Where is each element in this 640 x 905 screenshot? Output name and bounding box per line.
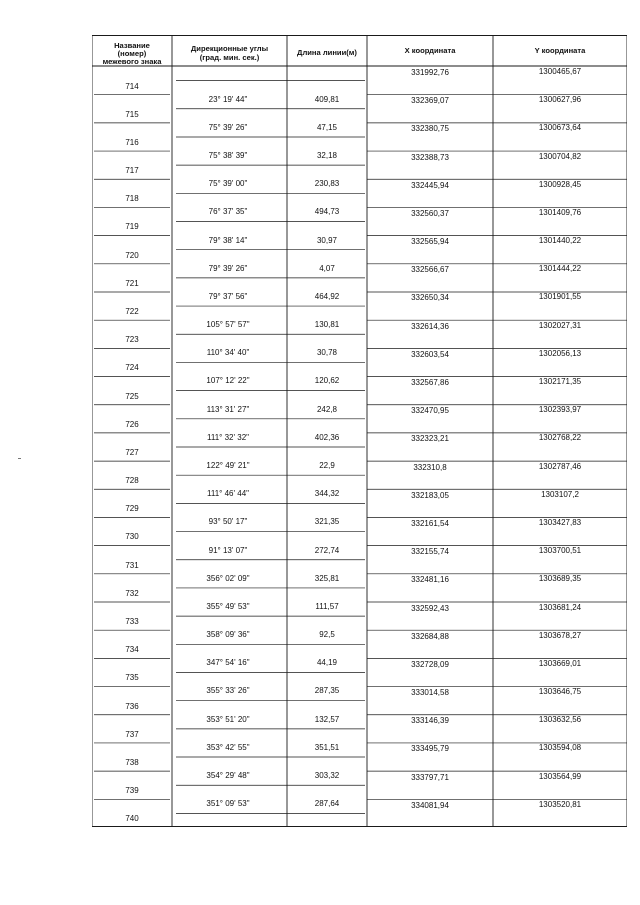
y-coordinate: 1301440,22 <box>538 236 582 246</box>
y-coordinate: 1301901,55 <box>538 292 582 302</box>
line-length: 230,83 <box>314 179 340 189</box>
direction-angle: 355° 49' 53" <box>206 601 250 611</box>
point-name: 715 <box>125 109 139 119</box>
x-coordinate: 332369,07 <box>411 96 449 106</box>
line-length: 132,57 <box>314 714 340 724</box>
point-name: 728 <box>125 476 139 486</box>
x-coordinate: 332310,8 <box>413 462 447 472</box>
y-coordinate: 1300627,96 <box>538 95 582 105</box>
y-coordinate: 1303594,08 <box>538 743 582 753</box>
y-coordinate: 1303427,83 <box>538 517 582 527</box>
line-length: 402,36 <box>314 432 340 442</box>
x-coordinate: 332728,09 <box>411 659 449 669</box>
y-coordinate: 1303646,75 <box>538 687 582 697</box>
direction-angle: 110° 34' 40" <box>206 348 250 358</box>
x-coordinate: 333014,58 <box>411 688 449 698</box>
header-x-coordinate: X координата <box>404 46 456 55</box>
direction-angle: 79° 38' 14" <box>208 235 248 245</box>
line-length: 30,97 <box>316 235 338 245</box>
y-coordinate: 1302768,22 <box>538 433 582 443</box>
point-name: 730 <box>125 532 139 542</box>
line-length: 464,92 <box>314 291 340 301</box>
point-name: 714 <box>125 81 139 91</box>
x-coordinate: 332614,36 <box>411 321 449 331</box>
x-coordinate: 332592,43 <box>411 603 449 613</box>
y-coordinate: 1303669,01 <box>538 658 582 668</box>
x-coordinate: 332566,67 <box>411 265 449 275</box>
y-coordinate: 1303107,2 <box>541 489 579 499</box>
point-name: 729 <box>125 504 139 514</box>
line-length: 120,62 <box>314 376 340 386</box>
direction-angle: 358° 09' 36" <box>206 630 250 640</box>
y-coordinate: 1303678,27 <box>538 630 582 640</box>
line-length: 321,35 <box>314 517 340 527</box>
line-length: 303,32 <box>314 771 340 781</box>
x-coordinate: 332388,73 <box>411 152 449 162</box>
line-length: 409,81 <box>314 94 340 104</box>
point-name: 737 <box>125 729 139 739</box>
line-length: 287,64 <box>314 799 340 809</box>
line-length: 242,8 <box>316 404 338 414</box>
x-coordinate: 332481,16 <box>411 575 449 585</box>
header-point-line2: (номер) <box>117 49 147 58</box>
header-point-line1: Название <box>114 41 150 50</box>
header-point-line3: межевого знака <box>102 57 162 66</box>
direction-angle: 353° 51' 20" <box>206 714 250 724</box>
direction-angle: 105° 57' 57" <box>206 320 250 330</box>
x-coordinate: 332323,21 <box>411 434 449 444</box>
y-coordinate: 1303681,24 <box>538 602 582 612</box>
line-length: 22,9 <box>319 461 335 470</box>
y-coordinate: 1302056,13 <box>538 348 582 358</box>
direction-angle: 111° 46' 44" <box>207 489 249 499</box>
x-coordinate: 332650,34 <box>411 293 449 303</box>
point-name: 732 <box>125 588 139 598</box>
x-coordinate: 332161,54 <box>411 518 449 528</box>
line-length: 344,32 <box>314 489 340 499</box>
y-coordinate: 1302787,46 <box>538 461 582 471</box>
direction-angle: 111° 32' 32" <box>207 432 249 442</box>
point-name: 739 <box>125 786 139 796</box>
direction-angle: 76° 37' 35" <box>208 207 248 217</box>
x-coordinate: 332567,86 <box>411 378 449 388</box>
line-length: 325,81 <box>314 573 340 583</box>
point-name: 726 <box>125 419 139 429</box>
point-name: 727 <box>125 447 139 457</box>
y-coordinate: 1303689,35 <box>538 574 582 584</box>
line-length: 130,81 <box>314 320 340 330</box>
direction-angle: 113° 31' 27" <box>206 404 250 414</box>
direction-angle: 353° 42' 55" <box>206 742 250 752</box>
point-name: 723 <box>125 335 139 345</box>
direction-angle: 355° 33' 26" <box>206 686 250 696</box>
line-length: 30,78 <box>316 348 338 358</box>
y-coordinate: 1300673,64 <box>538 123 582 133</box>
coordinates-table <box>92 35 627 827</box>
header-angle-line2: (град. мин. сек.) <box>199 53 260 62</box>
point-name: 720 <box>125 250 139 260</box>
direction-angle: 75° 39' 00" <box>208 179 248 189</box>
x-coordinate: 334081,94 <box>411 800 449 810</box>
point-name: 722 <box>125 306 139 316</box>
x-coordinate: 332445,94 <box>411 180 449 190</box>
y-coordinate: 1301444,22 <box>538 264 582 274</box>
x-coordinate: 332183,05 <box>411 490 449 500</box>
direction-angle: 79° 37' 56" <box>208 291 248 301</box>
header-angle-line1: Дирекционные углы <box>190 44 269 53</box>
header-y-coordinate: Y координата <box>534 46 586 55</box>
point-name: 736 <box>125 701 139 711</box>
point-name: 740 <box>125 814 139 824</box>
x-coordinate: 332560,37 <box>411 208 449 218</box>
direction-angle: 354° 29' 48" <box>206 771 250 781</box>
direction-angle: 107° 12' 22" <box>206 376 250 386</box>
y-coordinate: 1301409,76 <box>538 207 582 217</box>
line-length: 32,18 <box>316 150 338 160</box>
x-coordinate: 332155,74 <box>411 547 449 557</box>
point-name: 725 <box>125 391 139 401</box>
direction-angle: 93° 50' 17" <box>208 517 248 527</box>
point-name: 719 <box>125 222 139 232</box>
y-coordinate: 1302171,35 <box>538 377 582 387</box>
point-name: 716 <box>125 137 139 147</box>
point-name: 717 <box>125 166 139 176</box>
line-length: 351,51 <box>314 742 340 752</box>
y-coordinate: 1302027,31 <box>538 320 582 330</box>
line-length: 44,19 <box>316 658 338 668</box>
direction-angle: 122° 49' 21" <box>206 461 250 470</box>
line-length: 494,73 <box>314 207 340 217</box>
y-coordinate: 1302393,97 <box>538 405 582 415</box>
x-coordinate: 333495,79 <box>411 744 449 754</box>
direction-angle: 79° 39' 26" <box>208 263 248 273</box>
y-coordinate: 1303564,99 <box>538 771 582 781</box>
point-name: 734 <box>125 645 139 655</box>
x-coordinate: 332470,95 <box>411 406 449 416</box>
y-coordinate: 1303700,51 <box>538 546 582 556</box>
y-coordinate: 1300704,82 <box>538 151 582 161</box>
x-coordinate: 332565,94 <box>411 237 449 247</box>
header-length: Длина линии(м) <box>297 48 357 57</box>
x-coordinate: 333797,71 <box>411 772 449 782</box>
scan-speck <box>18 458 21 459</box>
line-length: 92,5 <box>319 630 335 640</box>
line-length: 272,74 <box>314 545 340 555</box>
direction-angle: 23° 19' 44" <box>208 94 248 104</box>
point-name: 718 <box>125 194 139 204</box>
line-length: 4,07 <box>319 263 335 273</box>
x-coordinate: 332603,54 <box>411 349 449 359</box>
x-coordinate: 332380,75 <box>411 124 449 134</box>
line-length: 287,35 <box>314 686 340 696</box>
point-name: 721 <box>125 278 139 288</box>
point-name: 733 <box>125 617 139 627</box>
point-name: 724 <box>125 363 139 373</box>
line-length: 111,57 <box>315 601 339 611</box>
direction-angle: 347° 54' 16" <box>206 658 250 668</box>
x-coordinate: 333146,39 <box>411 716 449 726</box>
direction-angle: 75° 38' 39" <box>208 150 248 160</box>
y-coordinate: 1300465,67 <box>538 67 582 76</box>
point-name: 731 <box>125 560 139 570</box>
direction-angle: 351° 09' 53" <box>206 799 250 809</box>
x-coordinate: 331992,76 <box>411 68 449 77</box>
direction-angle: 75° 39' 26" <box>208 122 248 132</box>
point-name: 738 <box>125 757 139 767</box>
y-coordinate: 1300928,45 <box>538 179 582 189</box>
y-coordinate: 1303632,56 <box>538 715 582 725</box>
direction-angle: 91° 13' 07" <box>208 545 248 555</box>
point-name: 735 <box>125 673 139 683</box>
direction-angle: 356° 02' 09" <box>206 573 250 583</box>
line-length: 47,15 <box>316 122 338 132</box>
x-coordinate: 332684,88 <box>411 631 449 641</box>
y-coordinate: 1303520,81 <box>538 799 582 809</box>
